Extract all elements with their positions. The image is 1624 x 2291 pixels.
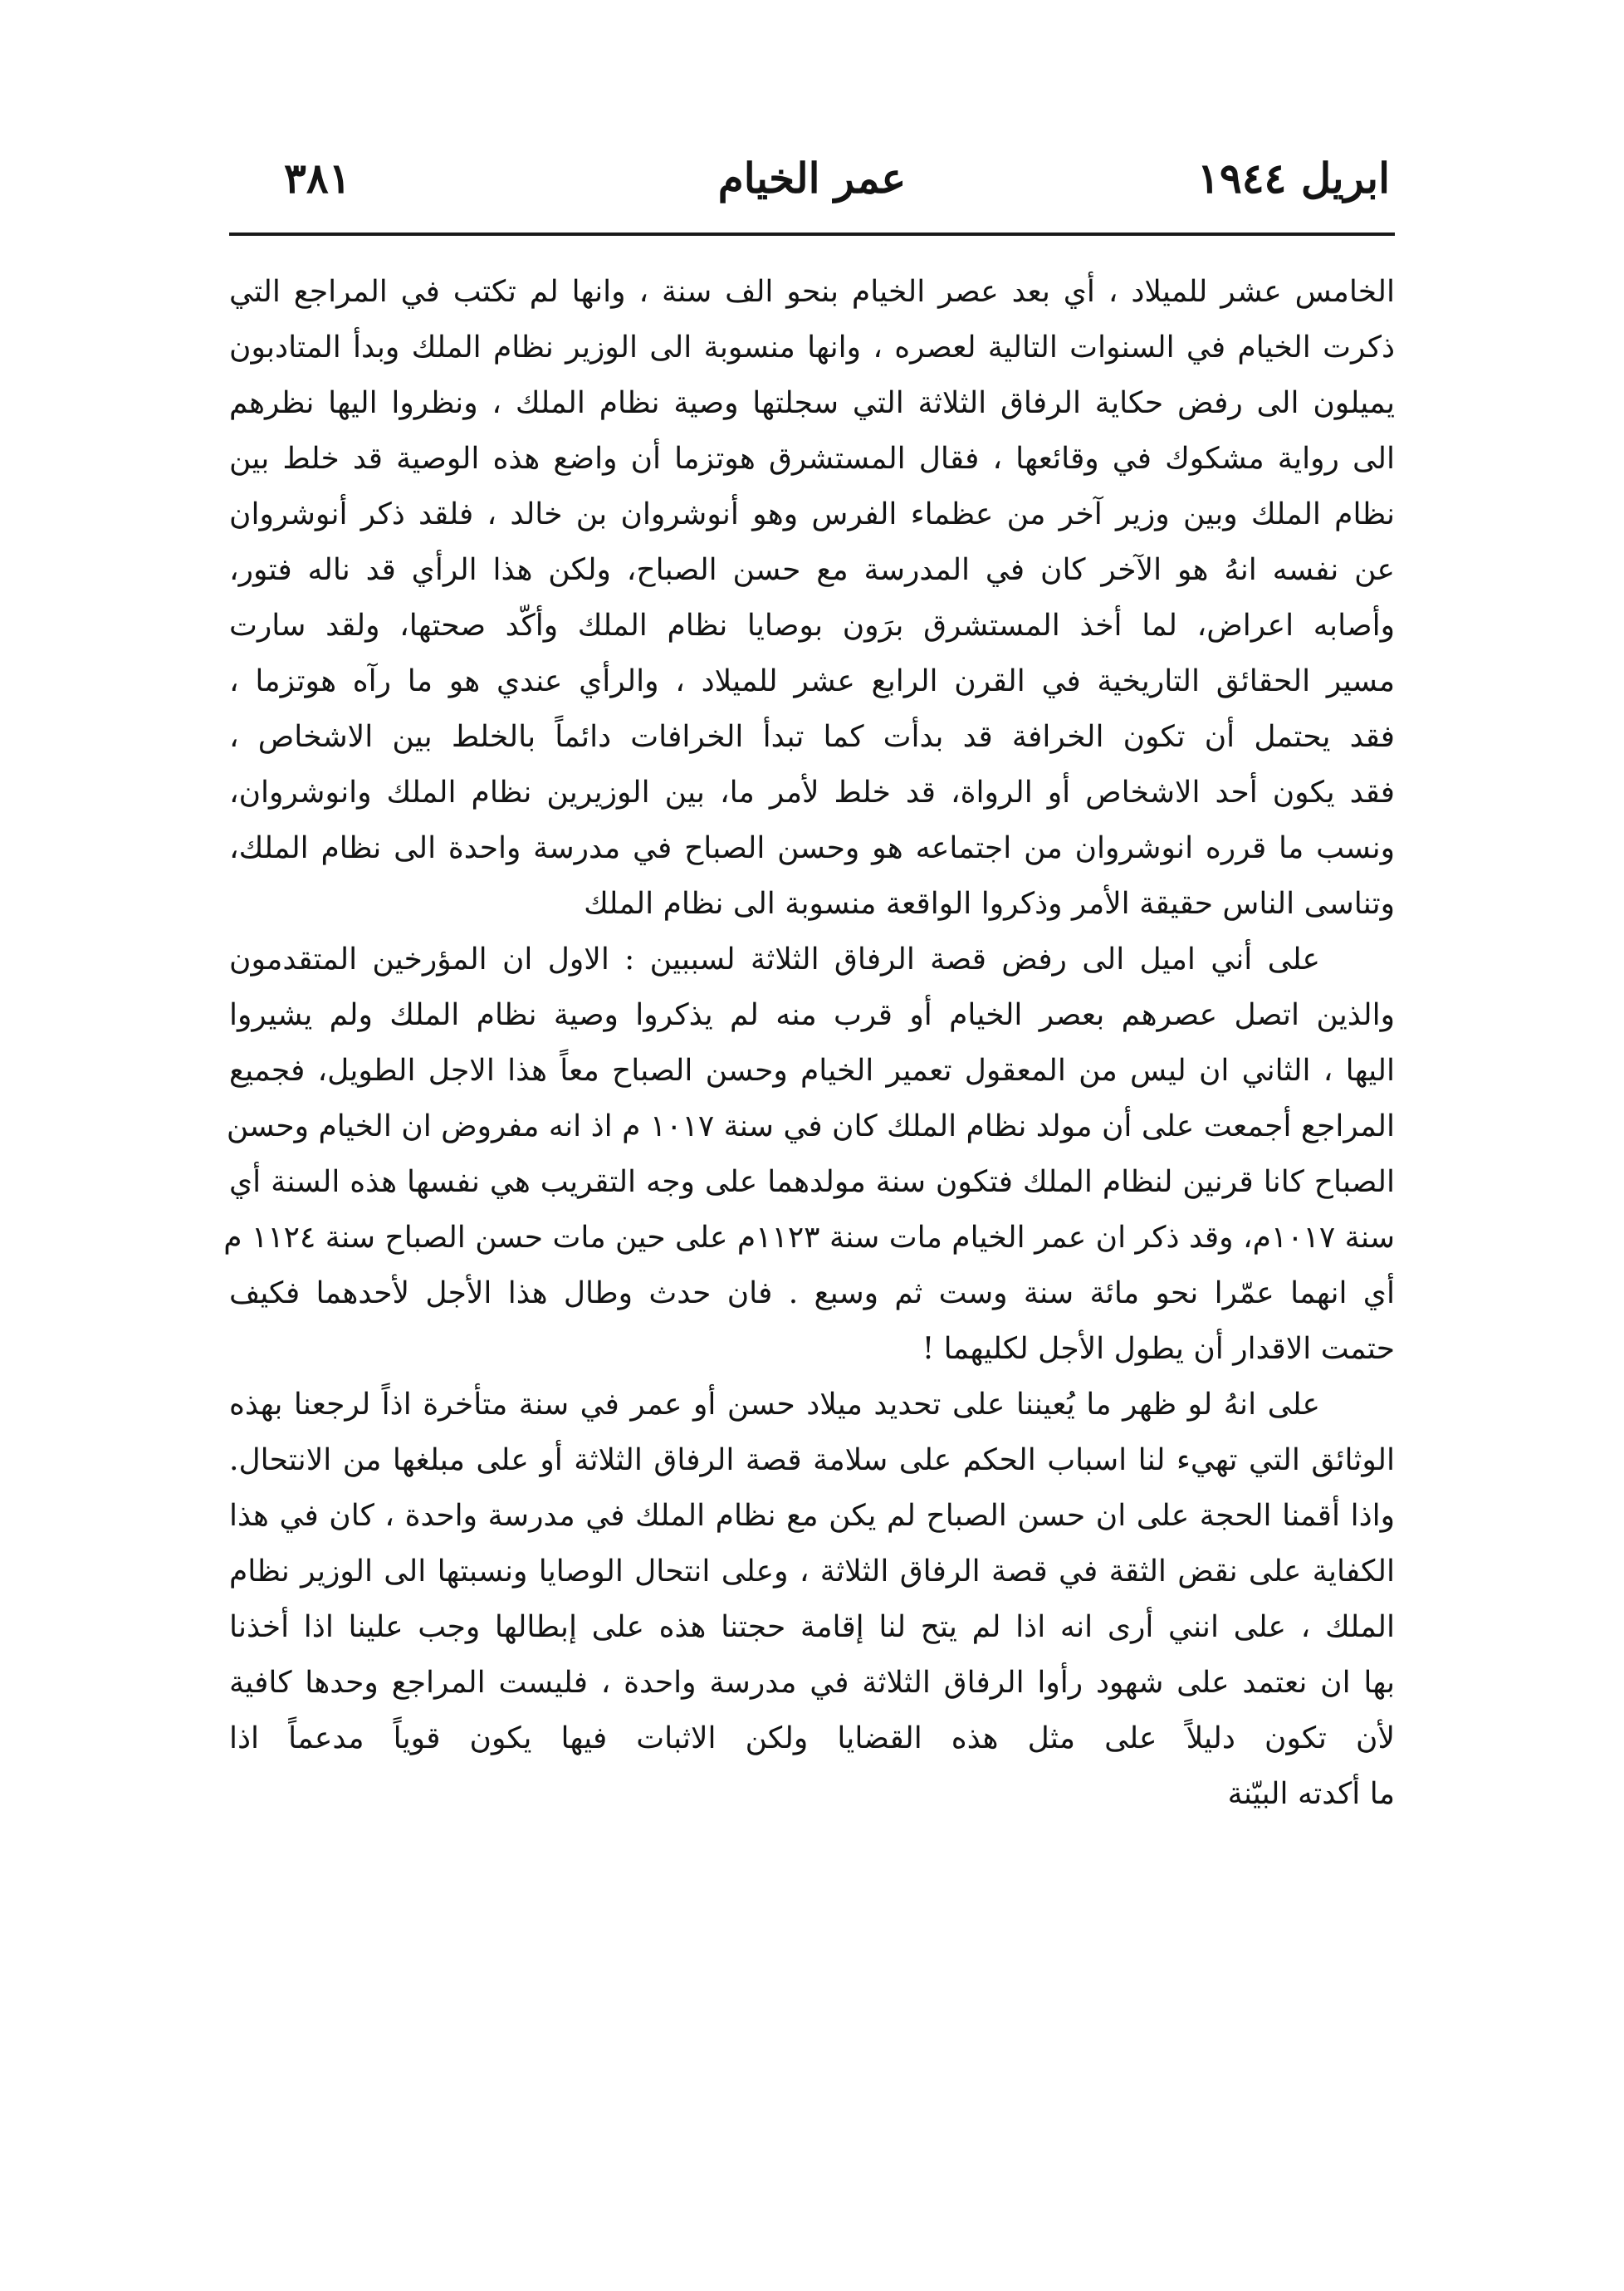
text-line: الخامس عشر للميلاد ، أي بعد عصر الخيام بنحو الف سنة ، وانها لم تكتب في المراجع التي [229, 275, 1395, 309]
text-line: فقد يكون أحد الاشخاص أو الرواة، قد خلط لأمر ما، بين الوزيرين نظام الملك وانوشروان، [229, 776, 1395, 810]
text-line: الكفاية على نقض الثقة في قصة الرفاق الثلاثة ، وعلى انتحال الوصايا ونسبتها الى الوزير نظام [229, 1554, 1395, 1589]
text-line: على انهُ لو ظهر ما يُعيننا على تحديد ميلاد حسن أو عمر في سنة متأخرة اذاً لرجعنا بهذه [229, 1388, 1320, 1422]
header-rule [229, 233, 1395, 236]
text-line: والذين اتصل عصرهم بعصر الخيام أو قرب منه لم يذكروا وصية نظام الملك ولم يشيروا [229, 998, 1395, 1032]
text-line: مسير الحقائق التاريخية في القرن الرابع عشر للميلاد ، والرأي عندي هو ما رآه هوتزما ، [229, 664, 1395, 698]
text-line: الصباح كانا قرنين لنظام الملك فتكون سنة مولدهما على وجه التقريب هي نفسها هذه السنة أي [229, 1165, 1395, 1199]
header-date: ابريل ١٩٤٤ [1196, 154, 1390, 203]
text-line: الملك ، على انني أرى انه اذا لم يتح لنا إقامة حجتنا هذه على إبطالها وجب علينا اذا أخذنا [229, 1610, 1395, 1644]
text-line: لأن تكون دليلاً على مثل هذه القضايا ولكن الاثبات فيها يكون قوياً مدعماً اذا [229, 1721, 1395, 1755]
text-line: الوثائق التي تهيء لنا اسباب الحكم على سلامة قصة الرفاق الثلاثة أو على مبلغها من الانتحال. [229, 1443, 1395, 1477]
text-line: عن نفسه انهُ هو الآخر كان في المدرسة مع حسن الصباح، ولكن هذا الرأي قد ناله فتور، [229, 553, 1395, 587]
text-line: سنة ١٠١٧م، وقد ذكر ان عمر الخيام مات سنة ١١٢٣م على حين مات حسن الصباح سنة ١١٢٤ م [223, 1221, 1395, 1255]
text-line: يميلون الى رفض حكاية الرفاق الثلاثة التي سجلتها وصية نظام الملك ، ونظروا اليها نظرهم [229, 386, 1395, 420]
body-text [223, 264, 1395, 1822]
text-line: حتمت الاقدار أن يطول الأجل لكليهما ! [922, 1332, 1395, 1366]
text-line: واذا أقمنا الحجة على ان حسن الصباح لم يكن مع نظام الملك في مدرسة واحدة ، كان في هذا [229, 1499, 1395, 1533]
text-line: المراجع أجمعت على أن مولد نظام الملك كان في سنة ١٠١٧ م اذ انه مفروض ان الخيام وحسن [226, 1109, 1395, 1143]
text-line: الى رواية مشكوك في وقائعها ، فقال المستشرق هوتزما أن واضع هذه الوصية قد خلط بين [229, 442, 1395, 476]
text-line: فقد يحتمل أن تكون الخرافة قد بدأت كما تبدأ الخرافات دائماً بالخلط بين الاشخاص ، [229, 720, 1395, 754]
text-line: وتناسى الناس حقيقة الأمر وذكروا الواقعة منسوبة الى نظام الملك [584, 887, 1395, 921]
text-line: نظام الملك وبين وزير آخر من عظماء الفرس وهو أنوشروان بن خالد ، فلقد ذكر أنوشروان [229, 497, 1395, 531]
text-line: ذكرت الخيام في السنوات التالية لعصره ، وانها منسوبة الى الوزير نظام الملك وبدأ المتادبون [229, 330, 1395, 365]
page-number: ٣٨١ [284, 154, 351, 203]
text-line: اليها ، الثاني ان ليس من المعقول تعمير الخيام وحسن الصباح معاً هذا الاجل الطويل، فجميع [229, 1054, 1395, 1088]
running-header [234, 149, 1390, 208]
header-title: عمر الخيام [717, 154, 907, 203]
text-line: وأصابه اعراض، لما أخذ المستشرق برَون بوصايا نظام الملك وأكّد صحتها، ولقد سارت [229, 609, 1395, 643]
text-line: على أني اميل الى رفض قصة الرفاق الثلاثة لسببين : الاول ان المؤرخين المتقدمون [229, 942, 1320, 977]
text-line: ما أكدته البيّنة [1227, 1777, 1395, 1811]
text-line: ونسب ما قرره انوشروان من اجتماعه هو وحسن الصباح في مدرسة واحدة الى نظام الملك، [229, 831, 1395, 865]
text-line: بها ان نعتمد على شهود رأوا الرفاق الثلاثة في مدرسة واحدة ، فليست المراجع وحدها كافية [229, 1666, 1395, 1700]
text-line: أي انهما عمّرا نحو مائة سنة وست ثم وسبع . فان حدث وطال هذا الأجل لأحدهما فكيف [229, 1276, 1395, 1310]
